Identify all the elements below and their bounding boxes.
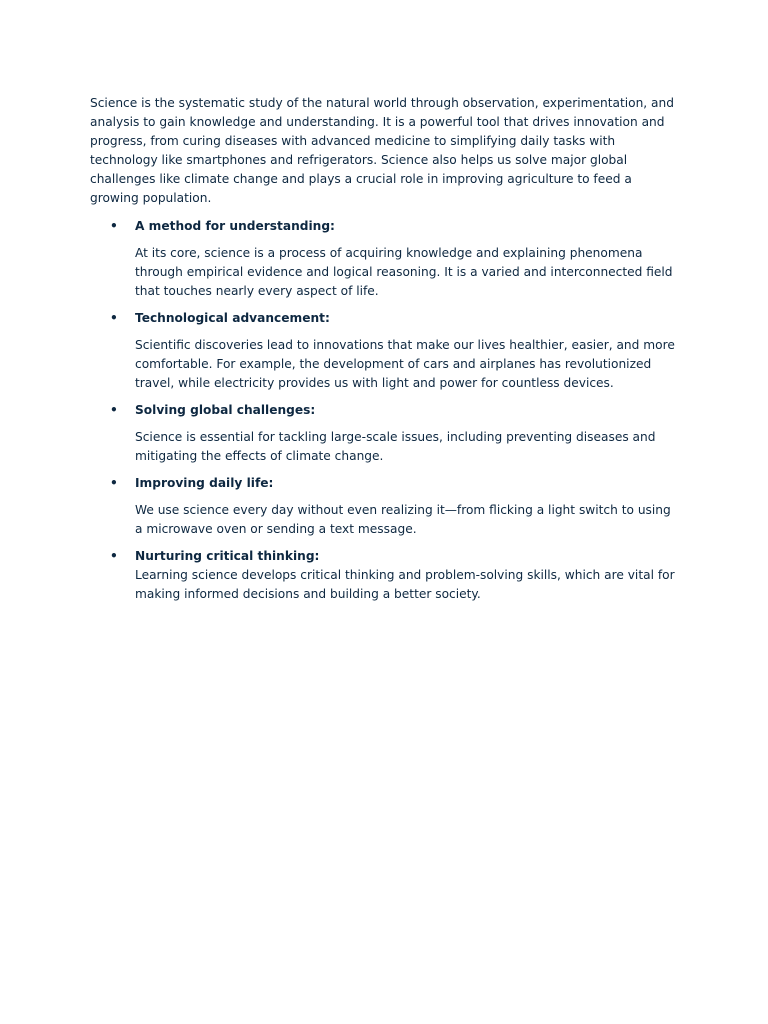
point-heading: A method for understanding: — [135, 219, 335, 233]
list-item — [90, 401, 676, 466]
point-heading: Nurturing critical thinking: — [135, 549, 320, 563]
point-body: Learning science develops critical thinking and problem-solving skills, which are vital for making informed decisions and building a better society. — [135, 568, 675, 601]
point-heading: Solving global challenges: — [135, 403, 316, 417]
point-body: We use science every day without even realizing it—from flicking a light switch to using a microwave oven or sending a text message. — [135, 503, 671, 536]
list-item — [90, 309, 676, 393]
list-item — [90, 547, 676, 604]
bullet-icon: • — [110, 403, 118, 417]
bullet-list — [90, 217, 676, 604]
point-body: Science is essential for tackling large-scale issues, including preventing diseases and mitigating the effects of climate change. — [135, 430, 656, 463]
intro-paragraph: Science is the systematic study of the natural world through observation, experimentation, and analysis to gain knowledge and understanding. It is a powerful tool that drives innovation and progress, from curing diseases with advanced medicine to simplifying daily tasks with technology like smartphones and refrigerators. Science also helps us solve major global challenges like climate change and plays a crucial role in improving agriculture to feed a growing population. — [90, 96, 674, 205]
bullet-icon: • — [110, 549, 118, 563]
list-item — [90, 474, 676, 539]
point-heading: Technological advancement: — [135, 311, 330, 325]
bullet-icon: • — [110, 219, 118, 233]
document-page — [90, 94, 676, 612]
point-body: At its core, science is a process of acquiring knowledge and explaining phenomena through empirical evidence and logical reasoning. It is a varied and interconnected field that touches nearly every aspect of life. — [135, 246, 673, 298]
bullet-icon: • — [110, 476, 118, 490]
bullet-icon: • — [110, 311, 118, 325]
point-heading: Improving daily life: — [135, 476, 274, 490]
point-body: Scientific discoveries lead to innovations that make our lives healthier, easier, and more comfortable. For example, the development of cars and airplanes has revolutionized travel, while electricity provides us with light and power for countless devices. — [135, 338, 675, 390]
list-item — [90, 217, 676, 301]
